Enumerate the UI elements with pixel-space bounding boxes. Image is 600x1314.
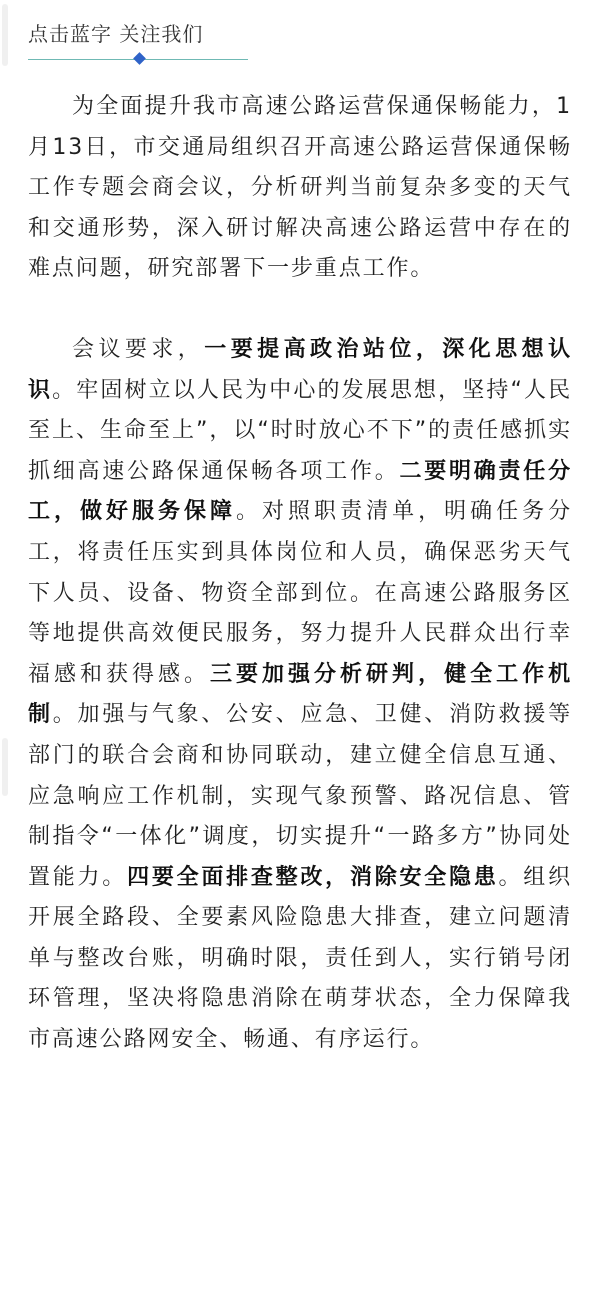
point-4-text: 。组织开展全路段、全要素风险隐患大排查，建立问题清单与整改台账，明确时限，责任到人，实行销号闭环管理，坚决将隐患消除在萌芽状态，全力保障我市高速公路网安全、畅通、有序运行。 <box>28 864 572 1053</box>
follow-header[interactable] <box>28 14 248 64</box>
paragraph-requirements <box>28 330 572 1061</box>
follow-prompt-title[interactable]: 点击蓝字 关注我们 <box>28 22 204 46</box>
point-3-title: 三要加强分析研判，健全工作机制 <box>28 661 572 728</box>
point-1-text: 。牢固树立以人民为中心的发展思想，坚持“人民至上、生命至上”，以“时时放心不下”的责任感抓实抓细高速公路保通保畅各项工作。 <box>28 377 572 484</box>
point-4-title: 四要全面排查整改，消除安全隐患 <box>127 864 499 890</box>
scroll-edge-mark-top <box>2 4 8 66</box>
paragraph-intro: 为全面提升我市高速公路运营保通保畅能力，1月13日，市交通局组织召开高速公路运营保通保畅工作专题会商会议，分析研判当前复杂多变的天气和交通形势，深入研讨解决高速公路运营中存在的难点问题，研究部署下一步重点工作。 <box>28 94 572 282</box>
point-2-title: 二要明确责任分工，做好服务保障 <box>28 458 572 525</box>
point-2-text: 。对照职责清单，明确任务分工，将责任压实到具体岗位和人员，确保恶劣天气下人员、设备、物资全部到位。在高速公路服务区等地提供高效便民服务，努力提升人民群众出行幸福感和获得感。 <box>28 499 573 687</box>
scroll-edge-mark-middle <box>2 738 8 796</box>
diamond-icon <box>133 52 146 65</box>
requirements-intro: 会议要求， <box>72 336 205 362</box>
point-1-title: 一要提高政治站位，深化思想认识 <box>28 336 572 403</box>
point-3-text: 。加强与气象、公安、应急、卫健、消防救援等部门的联合会商和协同联动，建立健全信息互通、应急响应工作机制，实现气象预警、路况信息、管制指令“一体化”调度，切实提升“一路多方”协同处置能力。 <box>28 702 573 890</box>
article-body <box>28 87 572 1061</box>
